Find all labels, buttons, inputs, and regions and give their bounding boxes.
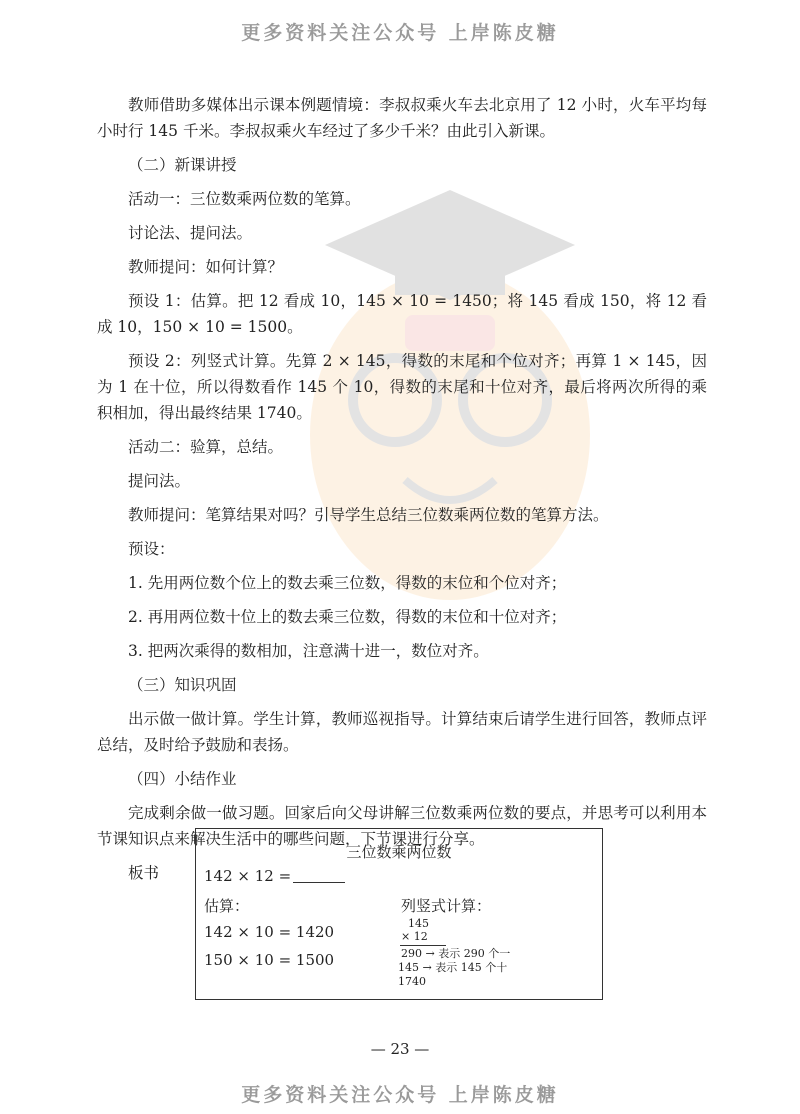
page-number: — 23 — [370, 1040, 430, 1058]
board-equation [204, 867, 345, 885]
footer-watermark: 更多资料关注公众号 上岸陈皮糖 [241, 1084, 559, 1106]
paragraph: 教师提问：如何计算？ [128, 258, 284, 276]
paragraph: 预设 1：估算。把 12 看成 10，145 × 10 = 1450；将 145 看成 150，将 12 看成 10，150 × 10 = 1500。 [97, 292, 707, 336]
vertical-calc-label: 列竖式计算： [401, 897, 492, 915]
paragraph: 预设： [128, 540, 175, 558]
estimate-line: 142 × 10 = 1420 [204, 923, 335, 941]
vertical-calc-line: 145 → 表示 145 个十 [398, 961, 508, 974]
paragraph: 活动一：三位数乘两位数的笔算。 [128, 190, 361, 208]
paragraph: 完成剩余做一做习题。回家后向父母讲解三位数乘两位数的要点，并思考可以利用本节课知识点来解决生活中的哪些问题，下节课进行分享。 [97, 804, 707, 848]
vertical-calc-line: 290 → 表示 290 个一 [401, 947, 511, 960]
list-item: 1. 先用两位数个位上的数去乘三位数，得数的末位和个位对齐； [128, 574, 567, 592]
header-watermark: 更多资料关注公众号 上岸陈皮糖 [241, 22, 559, 44]
vertical-calc-line: × 12 [401, 930, 428, 943]
section-heading: （二）新课讲授 [128, 156, 237, 174]
paragraph: 讨论法、提问法。 [128, 224, 253, 242]
paragraph: 预设 2：列竖式计算。先算 2 × 145，得数的末尾和个位对齐；再算 1 × 145，因为 1 在十位，所以得数看作 145 个 10，得数的末尾和十位对齐，最后将两次所得的乘积相加，得出最终结果 1740。 [97, 352, 707, 422]
equation-text: 142 × 12 = [204, 867, 292, 885]
list-item: 3. 把两次乘得的数相加，注意满十进一，数位对齐。 [128, 642, 489, 660]
paragraph: 教师提问：笔算结果对吗？引导学生总结三位数乘两位数的笔算方法。 [128, 506, 609, 524]
estimate-label: 估算： [204, 897, 250, 915]
vertical-calc-line: 1740 [398, 975, 426, 988]
board-label: 板书 [128, 864, 160, 882]
blackboard-box [195, 828, 603, 1000]
section-heading: （三）知识巩固 [128, 676, 237, 694]
estimate-line: 150 × 10 = 1500 [204, 951, 335, 969]
paragraph: 提问法。 [128, 472, 191, 490]
lesson-body [97, 92, 707, 894]
vertical-calc-line: 145 [408, 917, 429, 930]
paragraph: 活动二：验算，总结。 [128, 438, 284, 456]
section-heading: （四）小结作业 [128, 770, 237, 788]
vertical-calc-rule [400, 945, 446, 946]
answer-blank [293, 867, 345, 883]
list-item: 2. 再用两位数十位上的数去乘三位数，得数的末位和十位对齐； [128, 608, 567, 626]
board-title: 三位数乘两位数 [346, 843, 452, 861]
paragraph: 教师借助多媒体出示课本例题情境：李叔叔乘火车去北京用了 12 小时，火车平均每小时行 145 千米。李叔叔乘火车经过了多少千米？由此引入新课。 [97, 96, 707, 140]
paragraph: 出示做一做计算。学生计算，教师巡视指导。计算结束后请学生进行回答，教师点评总结，及时给予鼓励和表扬。 [97, 710, 707, 754]
